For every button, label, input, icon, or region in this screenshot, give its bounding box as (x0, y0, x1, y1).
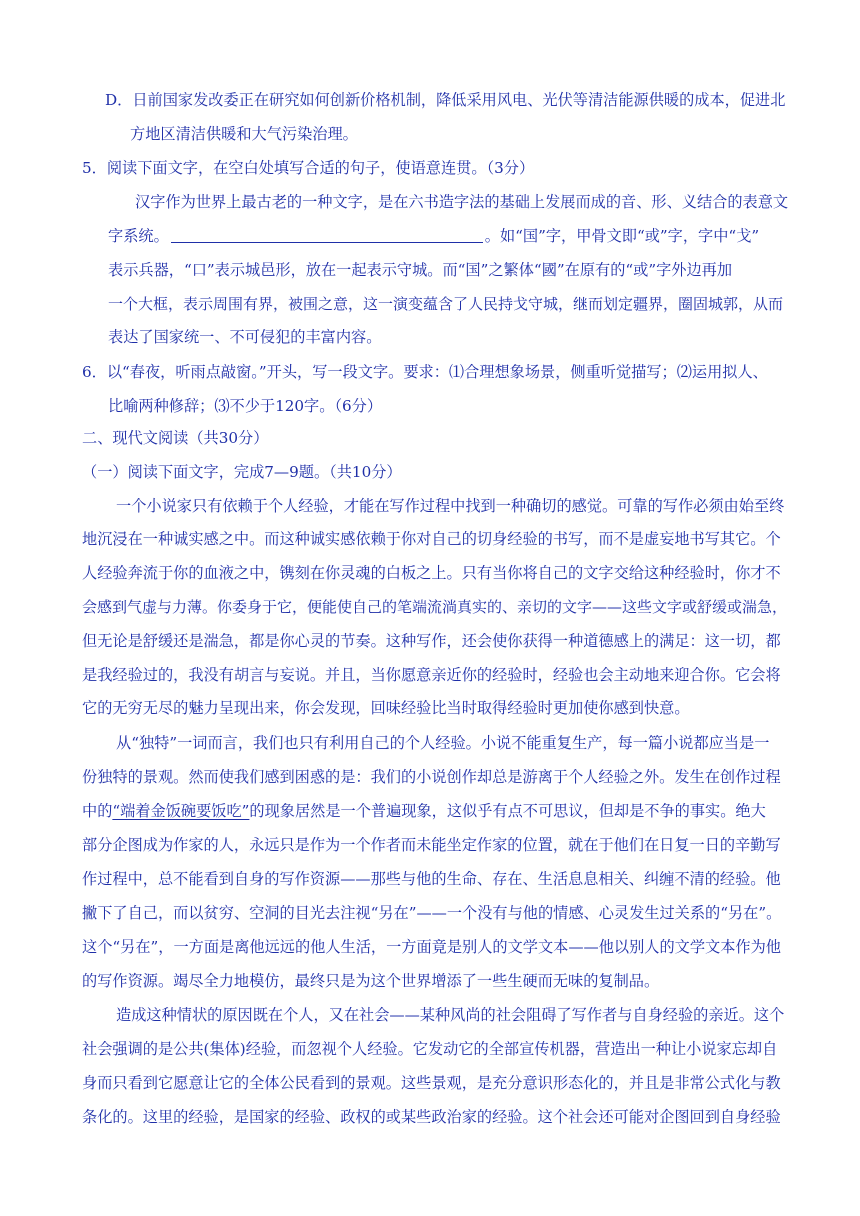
q5-text-before-blank: 字系统。 (108, 227, 169, 245)
q6-prompt-line-2: 比喻两种修辞；⑶不少于120字。（6分） (108, 397, 383, 415)
q5-text-after-blank: 。如“国”字，甲骨文即“或”字，字中“戈” (484, 227, 760, 245)
passage-p2-line-3-start: 中的 (82, 802, 113, 820)
passage-p2-line-5: 作过程中，总不能看到自身的写作资源——那些与他的生命、存在、生活息息相关、纠缠不清的经验。他 (82, 870, 781, 888)
passage-p2-line-2: 份独特的景观。然而使我们感到困惑的是：我们的小说创作却总是游离于个人经验之外。发生在创作过程 (82, 768, 781, 786)
passage-p2-line-1: 从“独特”一词而言，我们也只有利用自己的个人经验。小说不能重复生产，每一篇小说都应当是一 (116, 734, 770, 752)
passage-p1-line-4: 会感到气虚与力薄。你委身于它，便能使自己的笔端流淌真实的、亲切的文字——这些文字或舒缓或湍急， (82, 598, 788, 616)
passage-p3-line-1: 造成这种情状的原因既在个人，又在社会——某种风尚的社会阻碍了写作者与自身经验的亲近。这个 (116, 1006, 785, 1024)
q4-option-d-line-1: D．日前国家发改委正在研究如何创新价格机制，降低采用风电、光伏等清洁能源供暖的成本，促进北 (105, 91, 786, 109)
passage-p3-line-3: 身而只看到它愿意让它的全体公民看到的景观。这些景观，是充分意识形态化的，并且是非常公式化与教 (82, 1074, 781, 1092)
subsection-1-title: （一）阅读下面文字，完成7—9题。（共10分） (82, 463, 402, 481)
passage-p3-line-2: 社会强调的是公共(集体)经验，而忽视个人经验。它发动它的全部宣传机器，营造出一种让小说家忘却自 (82, 1040, 778, 1058)
passage-p2-line-8: 的写作资源。竭尽全力地模仿，最终只是为这个世界增添了一些生硬而无味的复制品。 (82, 972, 660, 990)
passage-p1-line-2: 地沉浸在一种诚实感之中。而这种诚实感依赖于你对自己的切身经验的书写，而不是虚妄地书写其它。个 (82, 530, 781, 548)
q5-text-line-3: 表示兵器，“口”表示城邑形，放在一起表示守城。而“国”之繁体“國”在原有的“或”字外边再加 (108, 261, 733, 279)
q5-prompt: 5．阅读下面文字，在空白处填写合适的句子，使语意连贯。（3分） (82, 159, 535, 177)
q5-text-line-5: 表达了国家统一、不可侵犯的丰富内容。 (108, 328, 382, 346)
passage-p2-line-3 (82, 801, 766, 821)
passage-p2-line-4: 部分企图成为作家的人，永远只是作为一个作者而未能坐定作家的位置，就在于他们在日复一日的辛勤写 (82, 836, 781, 854)
passage-p1-line-5: 但无论是舒缓还是湍急，都是你心灵的节奏。这种写作，还会使你获得一种道德感上的满足：这一切，都 (82, 632, 781, 650)
passage-p1-line-7: 它的无穷无尽的魅力呈现出来，你会发现，回味经验比当时取得经验时更加使你感到快意。 (82, 699, 690, 717)
passage-p3-line-4: 条化的。这里的经验，是国家的经验、政权的或某些政治家的经验。这个社会还可能对企图回到自身经验 (82, 1108, 781, 1126)
q5-text-line-2 (108, 226, 759, 246)
passage-p1-line-1: 一个小说家只有依赖于个人经验，才能在写作过程中找到一种确切的感觉。可靠的写作必须由始至终 (116, 497, 785, 515)
passage-p2-line-6: 撇下了自己，而以贫穷、空洞的目光去注视“另在”——一个没有与他的情感、心灵发生过关系的“另在”。 (82, 904, 782, 922)
passage-p1-line-6: 是我经验过的，我没有胡言与妄说。并且，当你愿意亲近你的经验时，经验也会主动地来迎合你。它会将 (82, 666, 781, 684)
underlined-phrase: “端着金饭碗要饭吃” (112, 802, 250, 820)
q5-fill-in-blank[interactable] (171, 228, 483, 243)
section-2-title: 二、现代文阅读（共30分） (82, 429, 269, 447)
passage-p2-line-7: 这个“另在”，一方面是离他远远的他人生活，一方面竟是别人的文学文本——他以别人的文学文本作为他 (82, 938, 781, 956)
q5-text-line-1: 汉字作为世界上最古老的一种文字，是在六书造字法的基础上发展而成的音、形、义结合的表意文 (135, 193, 789, 211)
q4-option-d-line-2: 方地区清洁供暖和大气污染治理。 (130, 125, 358, 143)
passage-p2-line-3-end: 的现象居然是一个普遍现象，这似乎有点不可思议，但却是不争的事实。绝大 (249, 802, 766, 820)
passage-p1-line-3: 人经验奔流于你的血液之中，镌刻在你灵魂的白板之上。只有当你将自己的文字交给这种经验时，你才不 (82, 564, 781, 582)
q5-text-line-4: 一个大框，表示周围有界，被围之意，这一演变蕴含了人民持戈守城，继而划定疆界，圈固城郭，从而 (108, 295, 784, 313)
q6-prompt-line-1: 6．以“春夜，听雨点敲窗。”开头，写一段文字。要求：⑴合理想象场景，侧重听觉描写；⑵运用拟人、 (82, 363, 768, 381)
